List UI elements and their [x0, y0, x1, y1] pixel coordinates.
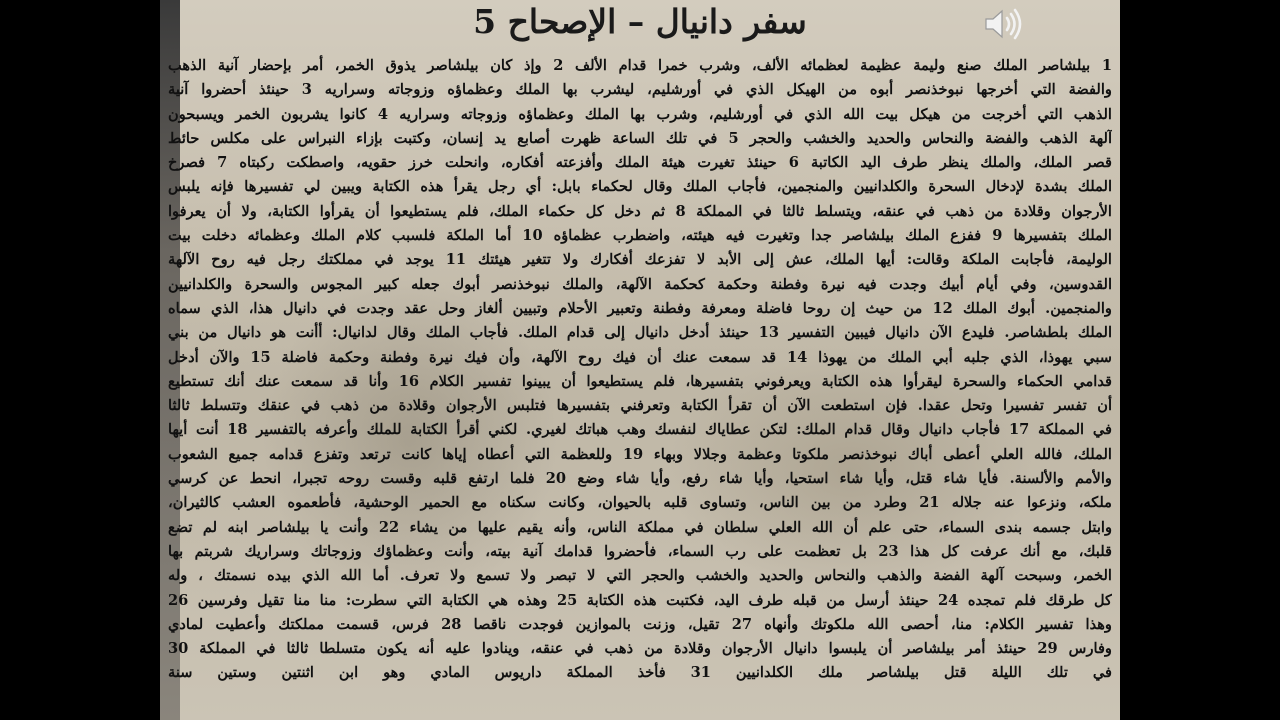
text-line: وفارس 29 حينئذ أمر بيلشاصر أن يلبسوا دانيال الأرجوان وقلادة من ذهب في عنقه، وينادوا عليه أنه يكون متسلطا ثالثا في المملكة 30 [168, 640, 1112, 658]
text-line: الملك بشدة لإدخال السحرة والكلدانيين والمنجمين، فأجاب الملك وقال لحكماء بابل: أي رجل يقرأ هذه الكتابة ويبين لي تفسيرها فإنه يلبس [168, 178, 1112, 196]
text-line: وهذا تفسير الكلام: منا، أحصى الله ملكوتك وأنهاه 27 تقيل، وزنت بالموازين فوجدت ناقصا 28 فرس، قسمت مملكتك وأعطيت لمادي [168, 615, 1112, 633]
text-line: القدوسين، وفي أيام أبيك وجدت فيه نيرة وفطنة وحكمة كحكمة الآلهة، والملك نبوخذنصر أبوك جعله كبير المجوس والسحرة والكلدانيين [168, 275, 1112, 293]
text-line: والأمم والألسنة. فأيا شاء قتل، وأيا شاء استحيا، وأيا شاء رفع، وأيا شاء وضع 20 فلما ارتفع قلبه وقست روحه تجبرا، انحط عن كرسي [168, 470, 1112, 488]
text-line: الذهب التي أخرجت من هيكل بيت الله الذي في أورشليم، وشرب بها الملك وعظماؤه وزوجاته وسراريه 4 كانوا يشربون الخمر ويسبحون [168, 105, 1112, 123]
text-line: أن تفسر تفسيرا وتحل عقدا. فإن استطعت الآن أن تقرأ الكتابة وتعرفني بتفسيرها فتلبس الأرجوان وقلادة من ذهب في عنقك وتتسلط ثالثا [168, 397, 1112, 415]
text-line: الملك، فالله العلي أعطى أباك نبوخذنصر ملكوتا وعظمة وجلالا وبهاء 19 وللعظمة التي أعطاه إياها كانت ترتعد وتفزع قدامه جميع الشعوب [168, 445, 1112, 463]
text-line: قصر الملك، والملك ينظر طرف اليد الكاتبة 6 حينئذ تغيرت هيئة الملك وأفزعته أفكاره، وانحلت خرز حقويه، واصطكت ركبتاه 7 فصرخ [168, 154, 1112, 172]
text-line: ملكه، ونزعوا عنه جلاله 21 وطرد من بين الناس، وتساوى قلبه بالحيوان، وكانت سكناه مع الحمير الوحشية، فأطعموه العشب كالثيران، [168, 494, 1112, 512]
text-line: قلبك، مع أنك عرفت كل هذا 23 بل تعظمت على رب السماء، فأحضروا قدامك آنية بيته، وأنت وعظماؤك وزوجاتك وسراريك شربتم بها [168, 542, 1112, 560]
slide [160, 0, 1120, 720]
text-line: سبي يهوذا، الذي جلبه أبي الملك من يهوذا 14 قد سمعت عنك أن فيك روح الآلهة، وأن فيك نيرة وفطنة وحكمة فاضلة 15 والآن أدخل [168, 348, 1112, 366]
text-line: الملك بلطشاصر. فليدع الآن دانيال فيبين التفسير 13 حينئذ أدخل دانيال إلى قدام الملك. فأجاب الملك وقال لدانيال: أأنت هو دانيال من بني [168, 324, 1112, 342]
speaker-icon-graphic [980, 4, 1030, 44]
slide-title: سفر دانيال – الإصحاح 5 [473, 2, 807, 41]
text-line: آلهة الذهب والفضة والنحاس والحديد والخشب والحجر 5 في تلك الساعة ظهرت أصابع يد إنسان، وكتبت بإزاء النبراس على مكلس حائط [168, 129, 1112, 147]
text-line: والمنجمين. أبوك الملك 12 من حيث إن روحا فاضلة ومعرفة وفطنة وتعبير الأحلام وتبيين ألغاز وحل عقد وجدت في دانيال هذا، الذي سماه [168, 299, 1112, 317]
text-line: كل طرقك فلم تمجده 24 حينئذ أرسل من قبله طرف اليد، فكتبت هذه الكتابة 25 وهذه هي الكتابة التي سطرت: منا منا تقيل وفرسين 26 [168, 591, 1112, 609]
text-line: الوليمة، فأجابت الملكة وقالت: أيها الملك، عش إلى الأبد لا تفزعك أفكارك ولا تتغير هيئتك 11 يوجد في مملكتك رجل فيه روح الآلهة [168, 251, 1112, 269]
text-line: الأرجوان وقلادة من ذهب في عنقه، ويتسلط ثالثا في المملكة 8 ثم دخل كل حكماء الملك، فلم يستطيعوا أن يقرأوا الكتابة، ولا أن يعرفوا [168, 202, 1112, 220]
text-line: الخمر، وسبحت آلهة الفضة والذهب والنحاس والحديد والخشب والحجر التي لا تبصر ولا تسمع ولا تعرف. أما الله الذي بيده نسمتك ، وله [168, 567, 1112, 585]
text-line: 1 بيلشاصر الملك صنع وليمة عظيمة لعظمائه الألف، وشرب خمرا قدام الألف 2 وإذ كان بيلشاصر يذوق الخمر، أمر بإحضار آنية الذهب [168, 57, 1112, 74]
text-line: في المملكة 17 فأجاب دانيال وقال قدام الملك: لتكن عطاياك لنفسك وهب هباتك لغيري. لكني أقرأ الكتابة للملك وأعرفه بالتفسير 18 أنت أيها [168, 421, 1112, 439]
text-line: في تلك الليلة قتل بيلشاصر ملك الكلدانيين 31 فأخذ المملكة داريوس المادي وهو ابن اثنتين وستين سنة [168, 664, 1112, 682]
speaker-icon[interactable] [980, 4, 1030, 44]
text-line: وابتل جسمه بندى السماء، حتى علم أن الله العلي سلطان في مملكة الناس، وأنه يقيم عليها من يشاء 22 وأنت يا بيلشاصر ابنه لم تضع [168, 518, 1112, 536]
scripture-text [168, 54, 1112, 686]
text-line: الملك بتفسيرها 9 ففزع الملك بيلشاصر جدا وتغيرت فيه هيئته، واضطرب عظماؤه 10 أما الملكة فلسبب كلام الملك وعظمائه دخلت بيت [168, 227, 1112, 245]
text-line: والفضة التي أخرجها نبوخذنصر أبوه من الهيكل الذي في أورشليم، ليشرب بها الملك وعظماؤه وزوجاته وسراريه 3 حينئذ أحضروا آنية [168, 81, 1112, 99]
text-line: قدامي الحكماء والسحرة ليقرأوا هذه الكتابة ويعرفوني بتفسيرها، فلم يستطيعوا أن يبينوا تفسير الكلام 16 وأنا قد سمعت عنك أنك تستطيع [168, 372, 1112, 390]
